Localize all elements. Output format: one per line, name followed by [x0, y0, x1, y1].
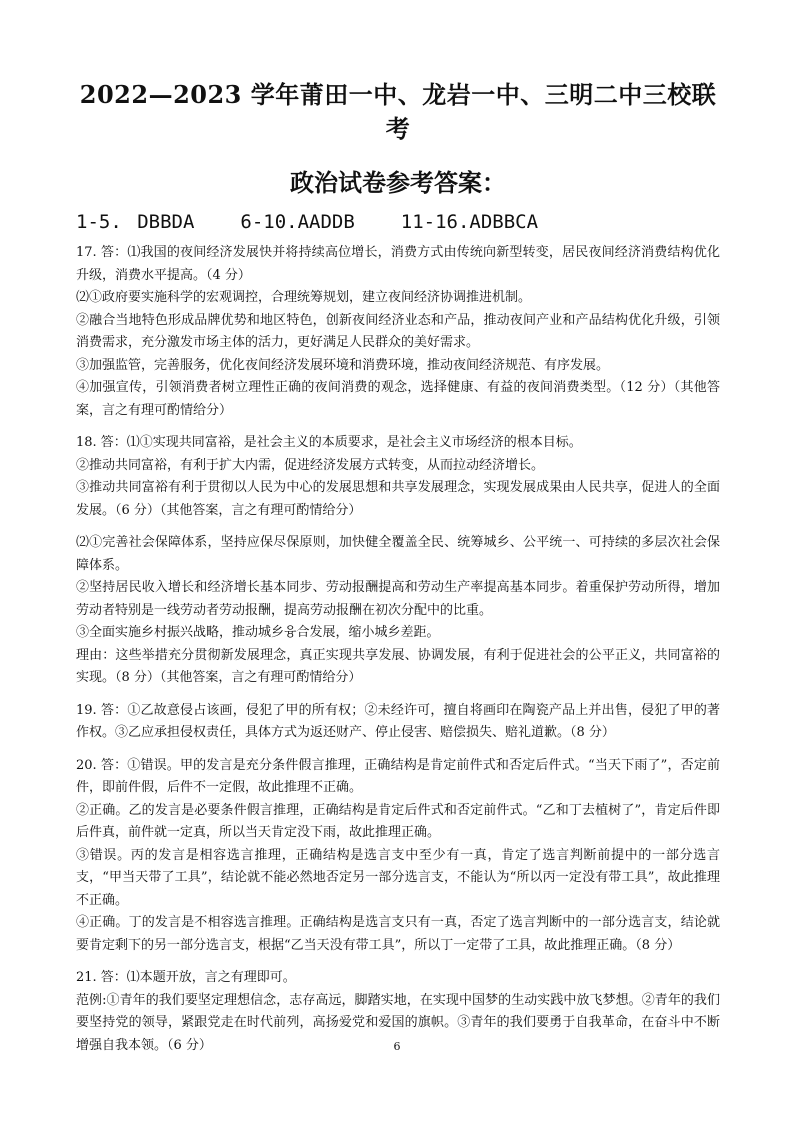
q18-line: ③推动共同富裕有利于贯彻以人民为中心的发展思想和共享发展理念，实现发展成果由人民共享，促进人的全面发展。（6 分）（其他答案，言之有理可酌情给分）	[76, 480, 720, 518]
page-title: 2022—2023 学年莆田一中、龙岩一中、三明二中三校联考	[79, 80, 717, 143]
q19-line: 19. 答：①乙故意侵占该画，侵犯了甲的所有权；②未经许可，擅自将画印在陶瓷产品上并出售，侵犯了甲的著作权。③乙应承担侵权责任，具体方式为返还财产、停止侵害、赔偿损失、赔礼道歉。（8 分）	[76, 702, 720, 740]
q20-line: ②正确。乙的发言是必要条件假言推理，正确结构是肯定后件式和否定前件式。“乙和丁去植树了”，肯定后件即后件真，前件就一定真，所以当天肯定没下雨，故此推理正确。	[76, 802, 720, 840]
q17-line: ⑵①政府要实施科学的宏观调控，合理统筹规划，建立夜间经济协调推进机制。	[76, 290, 532, 305]
q17-line: ④加强宣传，引领消费者树立理性正确的夜间消费的观念，选择健康、有益的夜间消费类型。（12 分）（其他答案，言之有理可酌情给分）	[76, 380, 720, 418]
page-number: 6	[393, 1040, 401, 1053]
q20-line: ④正确。丁的发言是不相容选言推理。正确结构是选言支只有一真，否定了选言判断中的一部分选言支，结论就要肯定剩下的另一部分选言支，根据“乙当天没有带工具”，所以丁一定带了工具，故此推理正确。（8 分）	[76, 915, 720, 953]
q20-line: ③错误。丙的发言是相容选言推理，正确结构是选言支中至少有一真，肯定了选言判断前提中的一部分选言支，“甲当天带了工具”，结论就不能必然地否定另一部分选言支，不能认为“所以丙一定没有带工具”，故此推理不正确。	[76, 847, 720, 908]
mcq-group-2: 6-10.AADDB	[240, 211, 355, 233]
q18-line: ②推动共同富裕，有利于扩大内需，促进经济发展方式转变，从而拉动经济增长。	[76, 457, 545, 473]
q17-line: ②融合当地特色形成品牌优势和地区特色，创新夜间经济业态和产品，推动夜间产业和产品结构优化升级，引领消费需求，充分激发市场主体的活力，更好满足人民群众的美好需求。	[76, 312, 720, 350]
mcq-group-3: 11-16.ADBBCA	[400, 211, 539, 233]
answer-sheet	[76, 78, 720, 1067]
q21-line: 范例:①青年的我们要坚定理想信念，志存高远，脚踏实地，在实现中国梦的生动实践中放飞梦想。②青年的我们要坚持党的领导，紧跟党走在时代前列，高扬爱党和爱国的旗帜。③青年的我们要勇于自我革命，在奋斗中不断增强自我本领。（6 分）	[76, 992, 720, 1053]
q20-line: 20. 答：①错误。甲的发言是充分条件假言推理，正确结构是肯定前件式和否定后件式。“当天下雨了”，否定前件，即前件假，后件不一定假，故此推理不正确。	[76, 757, 720, 795]
question-18-part-2	[76, 532, 720, 690]
q17-line: 17. 答：⑴我国的夜间经济发展快并将持续高位增长，消费方式由传统向新型转变，居民夜间经济消费结构优化升级，消费水平提高。（4 分）	[76, 245, 720, 283]
q18-line: 理由：这些举措充分贯彻新发展理念，真正实现共享发展、协调发展，有利于促进社会的公平正义，共同富裕的实现。（8 分）（其他答案，言之有理可酌情给分）	[76, 647, 720, 685]
q17-line: ③加强监管，完善服务，优化夜间经济发展环境和消费环境，推动夜间经济规范、有序发展。	[76, 357, 610, 373]
q18-line: ②坚持居民收入增长和经济增长基本同步、劳动报酬提高和劳动生产率提高基本同步。着重保护劳动所得，增加劳动者特别是一线劳动者劳动报酬，提高劳动报酬在初次分配中的比重。	[76, 580, 720, 618]
q18-line: ③全面实施乡村振兴战略，推动城乡융合发展，缩小城乡差距。	[76, 625, 440, 640]
q21-line: 21. 答：⑴本题开放，言之有理即可。	[76, 970, 296, 985]
q18-line: 18. 答：⑴①实现共同富裕，是社会主义的本质要求，是社会主义市场经济的根本目标。	[76, 435, 582, 450]
page-subtitle: 政治试卷参考答案：	[290, 168, 506, 197]
mcq-answers	[76, 208, 720, 236]
q18-line: ⑵①完善社会保障体系，坚持应保尽保原则，加快健全覆盖全民、统筹城乡、公平统一、可持续的多层次社会保障体系。	[76, 535, 720, 573]
question-20	[76, 755, 720, 958]
question-19	[76, 700, 720, 745]
mcq-group-1: 1-5. DBBDA	[76, 211, 195, 233]
question-17	[76, 242, 720, 422]
question-18	[76, 432, 720, 522]
